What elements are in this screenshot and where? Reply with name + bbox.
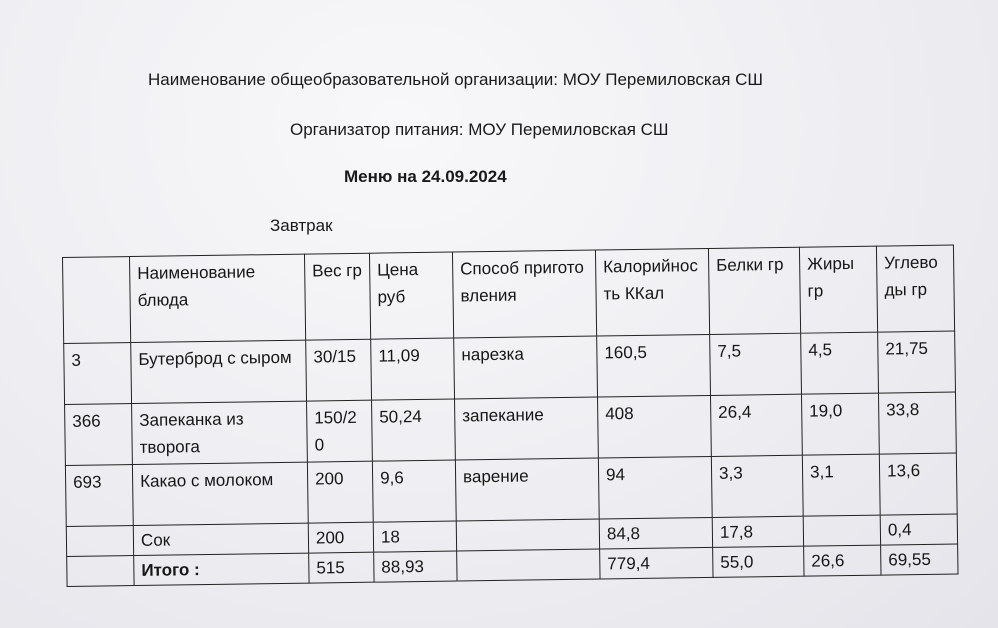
total-weight: 515 <box>309 552 374 583</box>
meal-title: Завтрак <box>270 216 333 235</box>
total-cell-id <box>67 556 134 587</box>
cell-proteins: 17,8 <box>712 516 803 547</box>
cell-carbs: 0,4 <box>880 514 957 545</box>
total-fats: 26,6 <box>804 545 881 576</box>
cell-id: 3 <box>64 343 132 405</box>
cell-fats: 19,0 <box>801 393 879 455</box>
cell-calories: 160,5 <box>597 334 711 397</box>
header-cell-fats: Жиры гр <box>799 246 877 333</box>
organizer-line: Организатор питания: МОУ Перемиловская СШ <box>290 120 669 139</box>
table-header-row <box>63 245 955 343</box>
cell-proteins: 7,5 <box>710 333 802 395</box>
header-cell-proteins: Белки гр <box>708 247 800 334</box>
cell-price: 11,09 <box>371 338 455 400</box>
cell-dish: Сок <box>133 523 308 555</box>
cell-id <box>66 526 133 557</box>
cell-price: 9,6 <box>372 460 456 522</box>
header-cell-calories: Калорийность ККал <box>595 248 709 336</box>
header-cell-id <box>63 257 131 344</box>
header-cell-method: Способ приготовления <box>452 250 596 338</box>
cell-calories: 408 <box>598 395 712 458</box>
cell-carbs: 33,8 <box>878 392 956 454</box>
cell-dish: Бутерброд с сыром <box>131 340 307 403</box>
cell-method: варение <box>455 458 599 521</box>
total-label: Итого : <box>134 553 309 585</box>
cell-fats: 4,5 <box>801 332 879 394</box>
cell-weight: 150/20 <box>307 400 373 462</box>
total-method <box>457 549 600 581</box>
menu-table <box>62 245 959 587</box>
cell-method: нарезка <box>454 336 598 399</box>
cell-method <box>456 519 599 551</box>
cell-weight: 30/15 <box>306 339 372 401</box>
cell-id: 366 <box>65 404 133 466</box>
cell-price: 18 <box>373 521 456 552</box>
cell-weight: 200 <box>308 522 373 553</box>
cell-carbs: 21,75 <box>878 331 956 393</box>
cell-calories: 84,8 <box>599 517 712 549</box>
total-calories: 779,4 <box>600 547 713 579</box>
cell-method: запекание <box>455 397 599 460</box>
cell-calories: 94 <box>598 456 712 519</box>
header-cell-carbs: Углеводы гр <box>876 245 954 332</box>
cell-weight: 200 <box>307 461 373 523</box>
menu-title: Меню на 24.09.2024 <box>344 167 507 186</box>
cell-fats <box>803 515 880 546</box>
header-cell-price: Цена руб <box>369 252 453 339</box>
header-cell-dish: Наименование блюда <box>130 254 306 342</box>
cell-price: 50,24 <box>372 399 456 461</box>
cell-fats: 3,1 <box>802 454 880 516</box>
organization-line: Наименование общеобразовательной организации: МОУ Перемиловская СШ <box>148 70 763 89</box>
cell-dish: Запеканка из творога <box>132 401 308 464</box>
total-carbs: 69,55 <box>881 544 958 575</box>
header-cell-weight: Вес гр <box>304 253 370 340</box>
cell-id: 693 <box>65 465 133 527</box>
cell-carbs: 13,6 <box>879 453 957 515</box>
cell-dish: Какао с молоком <box>132 462 308 525</box>
total-price: 88,93 <box>374 551 457 582</box>
total-proteins: 55,0 <box>713 546 804 577</box>
cell-proteins: 3,3 <box>711 455 803 517</box>
cell-proteins: 26,4 <box>710 394 802 456</box>
